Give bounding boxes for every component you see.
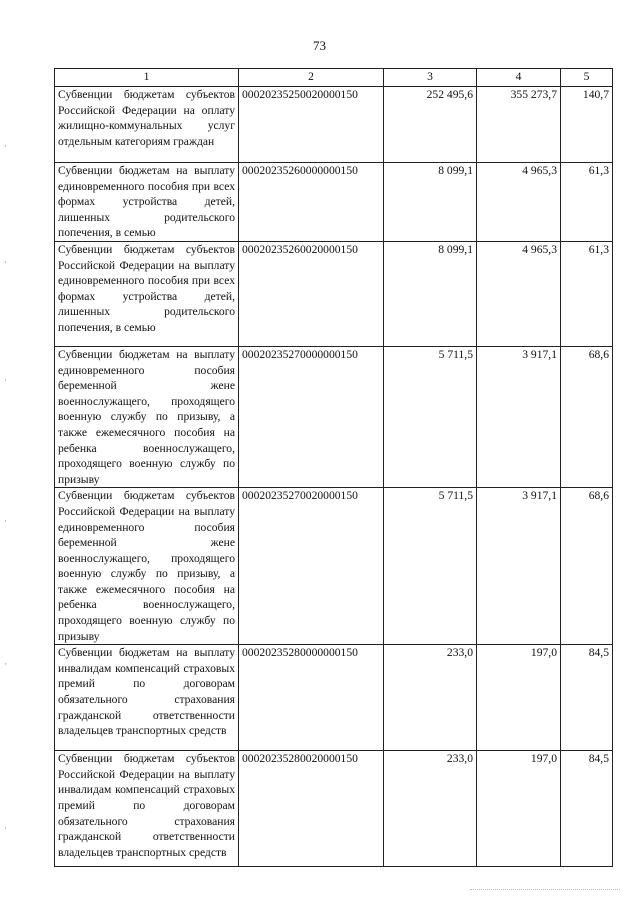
row-code: 00020235280020000150 [239,751,384,867]
row-code: 00020235250020000150 [239,87,384,163]
row-description: Субвенции бюджетам субъектов Российской Федерации на оплату жилищно-коммунальных услуг отдельным категориям граждан [55,87,239,163]
row-col5-percent: 61,3 [561,163,613,242]
row-col4-value: 197,0 [477,645,561,751]
row-code: 00020235280000000150 [239,645,384,751]
row-col4-value: 4 965,3 [477,163,561,242]
column-header-3: 3 [384,69,477,87]
scan-margin-mark: · [4,516,7,526]
table-row [55,346,613,487]
row-col3-value: 5 711,5 [384,488,477,645]
table-row [55,645,613,751]
row-col3-value: 8 099,1 [384,241,477,346]
row-code: 00020235270020000150 [239,488,384,645]
row-col3-value: 233,0 [384,751,477,867]
row-description: Субвенции бюджетам на выплату единовременного пособия беременной жене военнослужащего, проходящего военную службу по призыву, а также ежемесячного пособия на ребенка военнослужащего, проходящего военную службу по призыву [55,346,239,487]
row-col4-value: 3 917,1 [477,346,561,487]
page-number: 73 [313,38,326,53]
row-description: Субвенции бюджетам субъектов Российской Федерации на выплату единовременного пособия при всех формах устройства детей, лишенных родительского попечения, в семью [55,241,239,346]
row-description: Субвенции бюджетам на выплату инвалидам компенсаций страховых премий по договорам обязательного страхования гражданской ответственности владельцев транспортных средств [55,645,239,751]
scan-margin-mark: · [4,141,7,151]
table-row [55,241,613,346]
row-code: 00020235260000000150 [239,163,384,242]
table-header-row [55,69,613,87]
table-row [55,163,613,242]
row-col4-value: 3 917,1 [477,488,561,645]
column-header-4: 4 [477,69,561,87]
scan-margin-mark: · [4,823,7,833]
row-col5-percent: 61,3 [561,241,613,346]
row-description: Субвенции бюджетам субъектов Российской Федерации на выплату инвалидам компенсаций страховых премий по договорам обязательного страхования гражданской ответственности владельцев транспортных средств [55,751,239,867]
table-row [55,751,613,867]
row-description: Субвенции бюджетам субъектов Российской Федерации на выплату единовременного пособия беременной жене военнослужащего, проходящего военную службу по призыву, а также ежемесячного пособия на ребенка военнослужащего, проходящего военную службу по призыву [55,488,239,645]
column-header-1: 1 [55,69,239,87]
scan-margin-mark: · [4,375,7,385]
scan-bottom-line [470,889,620,890]
row-col3-value: 5 711,5 [384,346,477,487]
row-col5-percent: 84,5 [561,645,613,751]
row-col4-value: 197,0 [477,751,561,867]
row-col3-value: 233,0 [384,645,477,751]
row-col5-percent: 140,7 [561,87,613,163]
table-row [55,87,613,163]
column-header-2: 2 [239,69,384,87]
table-row [55,488,613,645]
row-description: Субвенции бюджетам на выплату единовременного пособия при всех формах устройства детей, лишенных родительского попечения, в семью [55,163,239,242]
row-col5-percent: 84,5 [561,751,613,867]
row-col3-value: 252 495,6 [384,87,477,163]
row-col4-value: 4 965,3 [477,241,561,346]
row-col4-value: 355 273,7 [477,87,561,163]
scan-margin-mark: · [4,659,7,669]
scan-margin-mark: · [4,257,7,267]
column-header-5: 5 [561,69,613,87]
budget-table [54,68,613,867]
row-col5-percent: 68,6 [561,488,613,645]
row-code: 00020235270000000150 [239,346,384,487]
row-code: 00020235260020000150 [239,241,384,346]
row-col5-percent: 68,6 [561,346,613,487]
row-col3-value: 8 099,1 [384,163,477,242]
